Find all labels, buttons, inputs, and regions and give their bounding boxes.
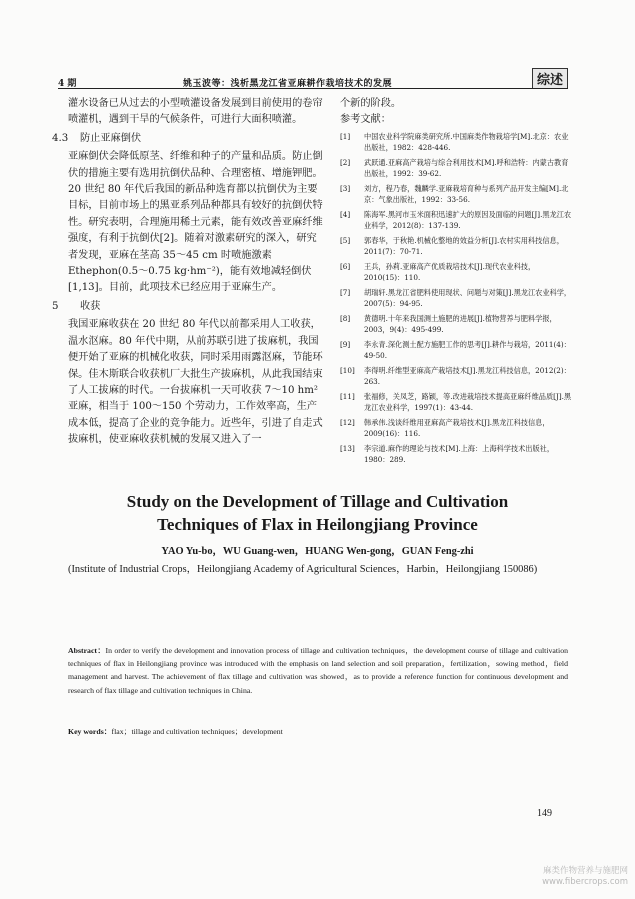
english-title-line: Study on the Development of Tillage and Cultivation (126, 492, 509, 511)
watermark (478, 866, 628, 888)
reference-number: [8] (340, 313, 351, 323)
reference-item (340, 209, 572, 231)
reference-item (340, 287, 572, 309)
left-column (52, 96, 323, 449)
reference-item (340, 313, 572, 335)
reference-text: 中国农业科学院麻类研究所.中国麻类作物栽培学[M].北京：农业出版社，1982：428-446. (364, 131, 569, 152)
keywords-label: Key words： (68, 727, 112, 736)
reference-text: 李永青.深化测土配方施肥工作的思考[J].耕作与栽培，2011(4)：49-50. (364, 339, 571, 360)
harvest-paragraph: 我国亚麻收获在 20 世纪 80 年代以前都采用人工收获，温水沤麻。80 年代中期，从前苏联引进了拔麻机，我国便开始了亚麻的机械化收获，同时采用雨露沤麻，节能环保。佳木斯联合收获机厂大批生产拔麻机，从此我国结束了人工拔麻的时代。一台拔麻机一天可收获 7～10 hm² 亚麻，相当于 100～150 个劳动力，工作效率高，生产成本低，提高了企业的竞争能力。近些年，引进了自走式拔麻机，使亚麻收获机械的发展又进入了一 (68, 319, 323, 446)
reference-number: [4] (340, 209, 351, 219)
issue-number: 4 期 (58, 79, 77, 89)
reference-text: 刘方，程乃春，魏麟学.亚麻栽培育种与系列产品开发主编[M].北京：气象出版社，1992：33-56. (364, 183, 569, 204)
reference-number: [13] (340, 443, 355, 453)
reference-item (340, 391, 572, 413)
running-header (58, 70, 568, 90)
english-title (60, 490, 575, 536)
reference-number: [9] (340, 339, 351, 349)
reference-text: 胡瑞轩.黑龙江省肥料使用现状、问题与对策[J].黑龙江农业科学，2007(5)：94-95. (364, 287, 572, 308)
references-heading: 参考文献： (340, 114, 391, 126)
section-heading-4-3 (52, 131, 323, 147)
keywords-text: flax；tillage and cultivation techniques；development (111, 727, 283, 736)
reference-text: 陈海军.黑河市玉米面积迅速扩大的原因及面临的问题[J].黑龙江农业科学，2012(8)：137-139. (364, 209, 572, 230)
reference-text: 王兵，孙莉.亚麻高产优质栽培技术[J].现代农业科技，2010(15)：110. (364, 261, 536, 282)
reference-number: [5] (340, 235, 351, 245)
english-title-line: Techniques of Flax in Heilongjiang Province (157, 515, 478, 534)
section-number: 5 (52, 300, 59, 312)
reference-number: [6] (340, 261, 351, 271)
reference-item (340, 261, 572, 283)
reference-item (340, 417, 572, 439)
reference-text: 韩承伟.浅谈纤维用亚麻高产栽培技术[J].黑龙江科技信息，2009(16)：116. (364, 417, 550, 438)
right-column (340, 96, 572, 469)
english-affiliation: (Institute of Industrial Crops，Heilongjiang Academy of Agricultural Sciences，Harbin，Heilongjiang 150086) (68, 564, 538, 575)
watermark-line: 麻类作物营养与施肥网 (542, 866, 628, 876)
reference-item (340, 235, 572, 257)
continued-paragraph: 个新的阶段。 (340, 98, 402, 109)
section-title: 收获 (80, 300, 101, 312)
running-title: 姚玉波等：浅析黑龙江省亚麻耕作栽培技术的发展 (183, 79, 393, 89)
english-keywords (68, 726, 568, 737)
reference-text: 郭春华，于秋艳.机械化整地的效益分析[J].农村实用科技信息，2011(7)：70-71. (364, 235, 564, 256)
lodging-paragraph: 亚麻倒伏会降低原茎、纤维和种子的产量和品质。防止倒伏的措施主要有选用抗倒伏品种、合理密植、增施钾肥。20 世纪 80 年代后我国的新品种选育都以抗倒伏为主要目标，目前市场上的黑亚系列品种都具有较好的抗倒伏特性。研究表明，合理施用稀土元素，能有效改善亚麻纤维强度，有利于抗倒伏[2]。随着对激素研究的深入，研究者发现，亚麻在茎高 35～45 cm 时喷施激素 Ethephon(0.5～0.75 kg·hm⁻²)，能有效地减轻倒伏[1,13]。目前，此项技术已经应用于亚麻生产。 (68, 151, 323, 294)
reference-item (340, 131, 572, 153)
english-abstract (68, 644, 568, 697)
reference-number: [1] (340, 131, 351, 141)
reference-number: [11] (340, 391, 355, 401)
reference-number: [10] (340, 365, 355, 375)
reference-text: 李得明.纤维型亚麻高产栽培技术[J].黑龙江科技信息，2012(2)：263. (364, 365, 571, 386)
reference-text: 武跃通.亚麻高产栽培与综合利用技术[M].呼和浩特：内蒙古教育出版社，1992：39-62. (364, 157, 569, 178)
reference-number: [3] (340, 183, 351, 193)
reference-item (340, 183, 572, 205)
intro-paragraph: 灌水设备已从过去的小型喷灌设备发展到目前使用的卷帘喷灌机，遇到干旱的气候条件，可进行大面积喷灌。 (68, 98, 323, 126)
watermark-line: www.fibercrops.com (542, 877, 628, 887)
english-authors: YAO Yu-bo，WU Guang-wen，HUANG Wen-gong，GUAN Feng-zhi (161, 546, 474, 557)
abstract-text: In order to verify the development and innovation process of tillage and cultivation techniques，the development course of tillage and cultivation techniques of flax in Heilongjiang province was introduced with the emphasis on land selection and soil preparation，fertilization，sowing method，field management and harvest. The achievement of flax tillage and cultivation was showed，as to provide a reference function for continuous development and research of flax tillage and cultivation techniques in China. (68, 646, 568, 695)
reference-item (340, 443, 572, 465)
section-number: 4.3 (52, 132, 69, 144)
reference-text: 黄德明.十年来我国测土施肥的进展[J].植物营养与肥料学报，2003，9(4)：495-499. (364, 313, 557, 334)
reference-item (340, 339, 572, 361)
reference-item (340, 365, 572, 387)
page-number: 149 (537, 808, 552, 819)
abstract-label: Abstract： (68, 646, 106, 655)
section-title: 防止亚麻倒伏 (80, 132, 142, 144)
section-heading-5 (52, 299, 323, 315)
reference-number: [2] (340, 157, 351, 167)
reference-number: [12] (340, 417, 355, 427)
reference-item (340, 157, 572, 179)
reference-text: 张福修，关凤芝，路颖，等.改进栽培技术提高亚麻纤维品质[J].黑龙江农业科学，1997(1)：43-44. (364, 391, 572, 412)
section-label: 综述 (532, 68, 568, 89)
reference-list (340, 131, 572, 465)
reference-number: [7] (340, 287, 351, 297)
header-rule (58, 88, 568, 89)
reference-text: 李宗道.麻作的理论与技术[M].上海：上海科学技术出版社，1980：289. (364, 443, 555, 464)
